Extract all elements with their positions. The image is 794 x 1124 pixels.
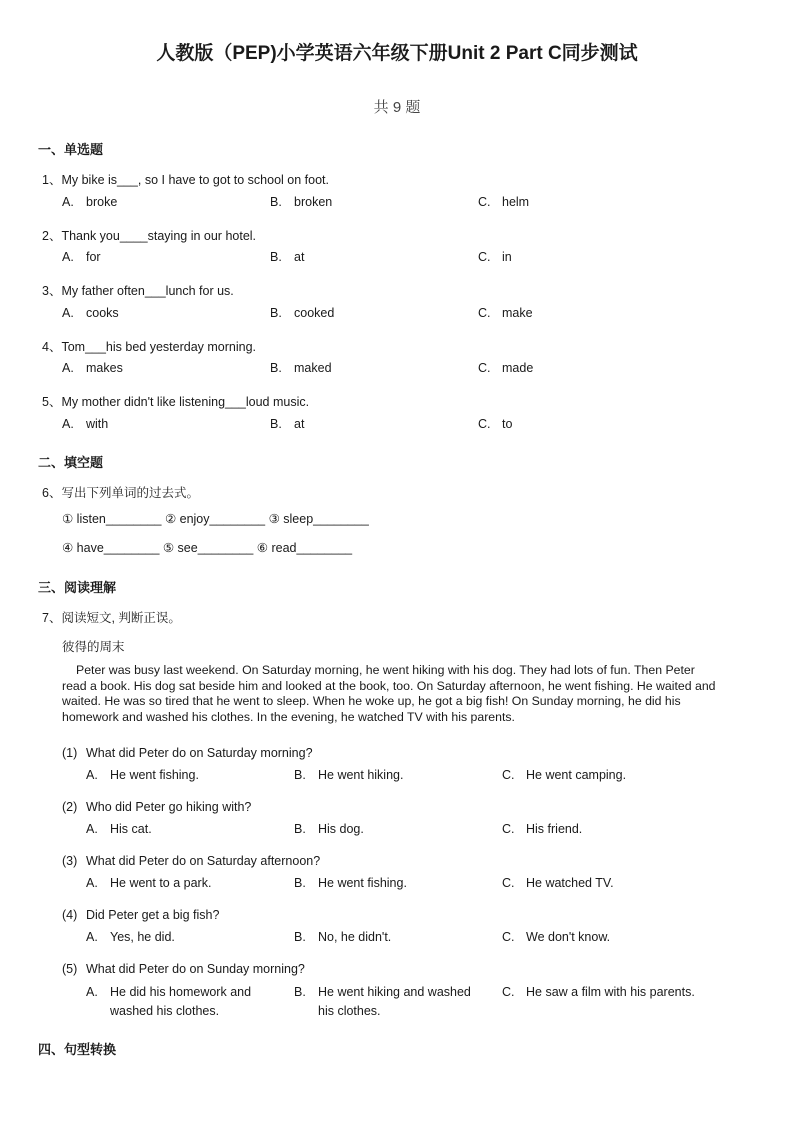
option-text: in [502, 250, 512, 264]
sub-question-2-option-b[interactable] [294, 822, 364, 836]
option-letter: A. [62, 361, 74, 375]
question-2-option-b[interactable] [270, 250, 304, 264]
sub-question-4-option-a[interactable] [86, 930, 175, 944]
option-letter: C. [502, 930, 515, 944]
option-letter: C. [478, 195, 491, 209]
option-text: His cat. [110, 822, 152, 836]
question-6-stem: 6、写出下列单词的过去式。 [42, 486, 199, 500]
fill-blank-line-1: ① listen________ ② enjoy________ ③ sleep________ [62, 512, 369, 526]
sub-question-number: (1) [62, 746, 78, 760]
sub-question-1-option-b[interactable] [294, 768, 403, 782]
option-letter: A. [62, 417, 74, 431]
sub-question-text: What did Peter do on Sunday morning? [86, 962, 305, 976]
option-text: His dog. [318, 822, 364, 836]
question-1-option-a[interactable] [62, 195, 117, 209]
sub-question-number: (3) [62, 854, 78, 868]
option-letter: C. [502, 822, 515, 836]
option-text: cooked [294, 306, 335, 320]
option-text: for [86, 250, 101, 264]
option-text: broke [86, 195, 118, 209]
question-5-option-a[interactable] [62, 417, 108, 431]
option-letter: B. [270, 417, 282, 431]
sub-question-1-option-a[interactable] [86, 768, 199, 782]
section-heading-reading: 三、阅读理解 [38, 580, 117, 595]
sub-question-number: (2) [62, 800, 78, 814]
option-letter: B. [294, 985, 306, 999]
question-2-option-c[interactable] [478, 250, 512, 264]
question-7-stem: 7、阅读短文, 判断正误。 [42, 611, 181, 625]
option-text: helm [502, 195, 530, 209]
sub-question-2-option-c[interactable] [502, 822, 582, 836]
sub-question-3-option-c[interactable] [502, 876, 614, 890]
option-text: cooks [86, 306, 119, 320]
sub-question-text: What did Peter do on Saturday afternoon? [86, 854, 321, 868]
question-3-option-b[interactable] [270, 306, 334, 320]
option-letter: B. [294, 930, 306, 944]
sub-question-text: What did Peter do on Saturday morning? [86, 746, 313, 760]
section-heading-sentence-transform: 四、句型转换 [38, 1042, 117, 1057]
question-1-stem: 1、My bike is___, so I have to got to school on foot. [42, 173, 329, 187]
question-3-option-a[interactable] [62, 306, 119, 320]
option-letter: C. [502, 768, 515, 782]
question-4-option-b[interactable] [270, 361, 332, 375]
question-4-option-c[interactable] [478, 361, 533, 375]
sub-question-1-option-c[interactable] [502, 768, 626, 782]
question-3-option-c[interactable] [478, 306, 533, 320]
question-1-option-c[interactable] [478, 195, 529, 209]
page-title: 人教版（PEP)小学英语六年级下册Unit 2 Part C同步测试 [156, 43, 638, 64]
sub-question-5 [62, 962, 305, 976]
option-text: maked [294, 361, 332, 375]
option-letter: A. [86, 822, 98, 836]
option-text: makes [86, 361, 123, 375]
sub-question-5-option-a[interactable] [86, 983, 280, 1021]
option-letter: C. [502, 876, 515, 890]
question-2-stem: 2、Thank you____staying in our hotel. [42, 229, 257, 243]
option-text: We don't know. [526, 930, 611, 944]
sub-question-3 [62, 854, 320, 868]
option-text: He went camping. [526, 768, 627, 782]
question-4-option-a[interactable] [62, 361, 123, 375]
section-heading-fill-blank: 二、填空题 [38, 455, 104, 470]
question-1-option-b[interactable] [270, 195, 332, 209]
option-letter: B. [294, 876, 306, 890]
option-letter: B. [270, 250, 282, 264]
option-text: He went hiking. [318, 768, 404, 782]
option-text: He went fishing. [318, 876, 407, 890]
option-text: His friend. [526, 822, 583, 836]
sub-question-1 [62, 746, 313, 760]
option-text: broken [294, 195, 333, 209]
option-text: make [502, 306, 533, 320]
fill-blank-line-2: ④ have________ ⑤ see________ ⑥ read________ [62, 541, 353, 555]
sub-question-text: Did Peter get a big fish? [86, 908, 220, 922]
option-letter: B. [294, 822, 306, 836]
option-text: to [502, 417, 513, 431]
option-letter: B. [270, 195, 282, 209]
option-text: No, he didn't. [318, 930, 392, 944]
option-text: He went to a park. [110, 876, 212, 890]
sub-question-2 [62, 800, 251, 814]
passage-title: 彼得的周末 [62, 640, 125, 654]
sub-question-2-option-a[interactable] [86, 822, 152, 836]
option-letter: A. [62, 306, 74, 320]
option-text: at [294, 250, 305, 264]
question-2-option-a[interactable] [62, 250, 101, 264]
option-text: with [86, 417, 109, 431]
option-letter: A. [62, 195, 74, 209]
question-5-option-b[interactable] [270, 417, 304, 431]
option-text: He watched TV. [526, 876, 614, 890]
question-4-stem: 4、Tom___his bed yesterday morning. [42, 340, 257, 354]
option-text: Yes, he did. [110, 930, 175, 944]
sub-question-number: (5) [62, 962, 78, 976]
option-letter: B. [294, 768, 306, 782]
sub-question-4-option-c[interactable] [502, 930, 610, 944]
option-letter: A. [86, 768, 98, 782]
option-letter: C. [502, 985, 515, 999]
sub-question-number: (4) [62, 908, 78, 922]
option-letter: C. [478, 361, 491, 375]
question-3-stem: 3、My father often___lunch for us. [42, 284, 234, 298]
option-letter: B. [270, 361, 282, 375]
option-letter: C. [478, 306, 491, 320]
option-letter: A. [86, 985, 98, 999]
option-letter: C. [478, 250, 491, 264]
option-text: at [294, 417, 305, 431]
sub-question-4-option-b[interactable] [294, 930, 391, 944]
option-text: He went hiking and washed his clothes. [318, 985, 471, 1018]
option-text: He went fishing. [110, 768, 199, 782]
option-letter: A. [86, 876, 98, 890]
question-5-option-c[interactable] [478, 417, 512, 431]
option-text: He did his homework and washed his clothes. [110, 985, 252, 1018]
sub-question-4 [62, 908, 219, 922]
option-letter: C. [478, 417, 491, 431]
option-letter: A. [62, 250, 74, 264]
sub-question-3-option-b[interactable] [294, 876, 407, 890]
sub-question-text: Who did Peter go hiking with? [86, 800, 252, 814]
option-letter: A. [86, 930, 98, 944]
sub-question-5-option-c[interactable] [502, 983, 696, 1002]
section-heading-single-choice: 一、单选题 [38, 142, 104, 157]
reading-passage: Peter was busy last weekend. On Saturday morning, he went hiking with his dog. They had lots of fun. Then Peter read a book. His dog sat beside him and looked at the book, too. On Saturday afternoon, he went fishing. He waited and waited. He was so tired that he went to sleep. When he woke up, he got a big fish! On Sunday morning, he did his homework and washed his clothes. In the evening, he watched TV with his parents. [62, 663, 716, 724]
option-text: He saw a film with his parents. [526, 985, 695, 999]
sub-question-3-option-a[interactable] [86, 876, 211, 890]
question-count: 共 9 题 [373, 99, 421, 116]
option-letter: B. [270, 306, 282, 320]
question-5-stem: 5、My mother didn't like listening___loud music. [42, 395, 310, 409]
option-text: made [502, 361, 534, 375]
sub-question-5-option-b[interactable] [294, 983, 488, 1021]
